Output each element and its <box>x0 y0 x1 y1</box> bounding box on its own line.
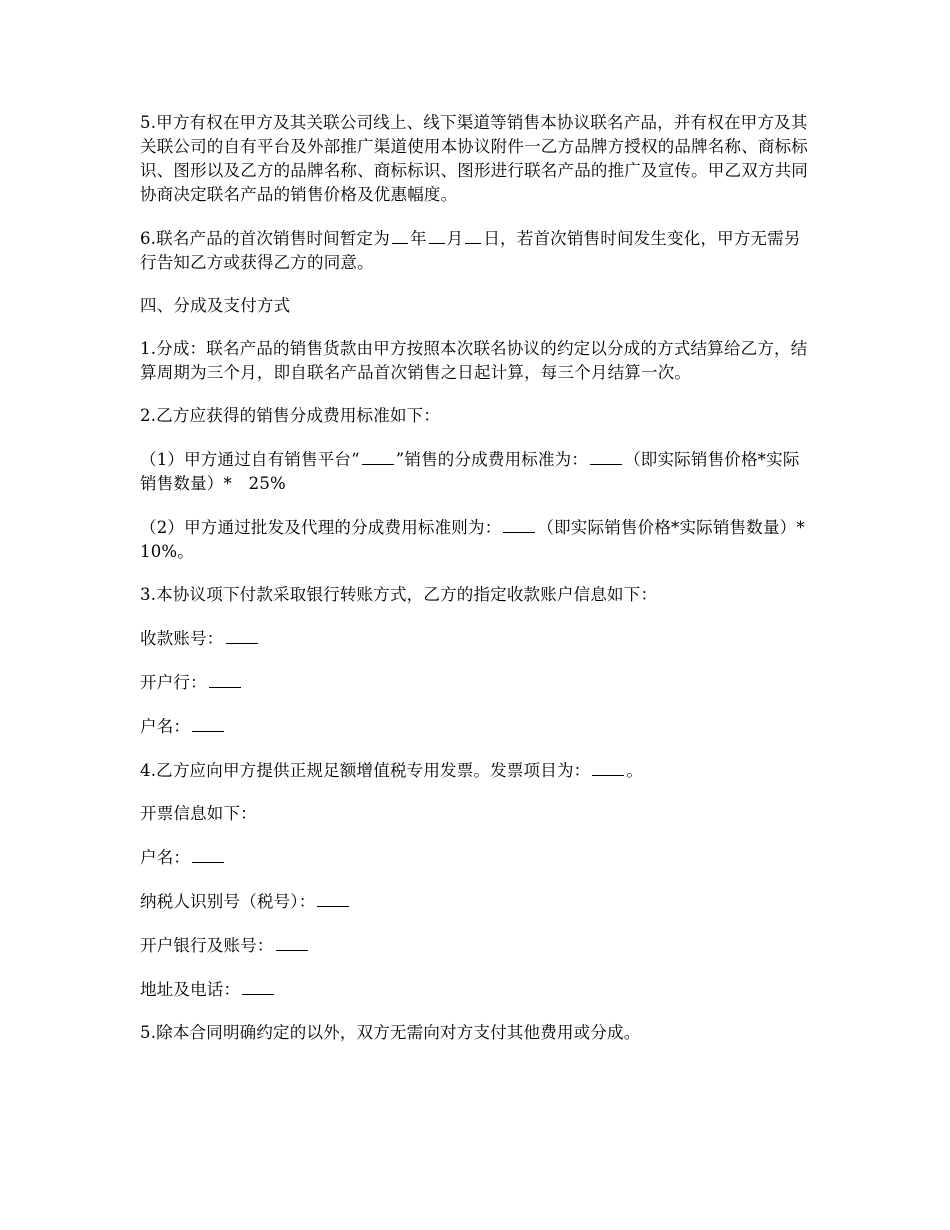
bank-label: 开户行： <box>140 673 207 692</box>
invoice-name-label: 户名： <box>140 848 191 867</box>
standard-1-text-c: （即实际销售价格*实际销售数量）* 25% <box>140 450 800 493</box>
account-name-line <box>140 714 812 739</box>
account-name-label: 户名： <box>140 717 191 736</box>
invoice-name-blank <box>192 845 224 863</box>
standard-1-text-b: ”销售的分成费用标准为： <box>395 450 589 469</box>
bank-blank <box>209 670 241 688</box>
tax-id-blank <box>317 889 349 907</box>
clause-6-text-c: 月 <box>446 229 464 248</box>
bank-account-blank <box>276 933 308 951</box>
bank-line <box>140 670 812 695</box>
tax-id-label: 纳税人识别号（税号）： <box>140 892 316 911</box>
clause-5-no-other-fees: 5.除本合同明确约定的以外，双方无需向对方支付其他费用或分成。 <box>140 1023 641 1042</box>
standard-2-fee-blank <box>503 515 535 533</box>
clause-6-first-sale-date <box>140 226 812 275</box>
receiving-account-line <box>140 626 812 651</box>
standard-1-own-platform <box>140 447 812 496</box>
clause-2-share-standards: 2.乙方应获得的销售分成费用标准如下： <box>140 406 441 425</box>
day-blank <box>465 226 481 244</box>
document-page <box>140 108 812 1045</box>
standard-1-fee-blank <box>590 447 622 465</box>
clause-3-payment-method: 3.本协议项下付款采取银行转账方式，乙方的指定收款账户信息如下： <box>140 585 658 604</box>
receiving-account-label: 收款账号： <box>140 629 224 648</box>
clause-5-promotion-rights: 5.甲方有权在甲方及其关联公司线上、线下渠道等销售本协议联名产品，并有权在甲方及其关联公司的自有平台及外部推广渠道使用本协议附件一乙方品牌方授权的品牌名称、商标标识、图形以及乙方的品牌名称、商标标识、图形进行联名产品的推广及宣传。甲乙双方共同协商决定联名产品的销售价格及优惠幅度。 <box>140 113 808 204</box>
address-phone-label: 地址及电话： <box>140 980 241 999</box>
clause-6-text-a: 6.联名产品的首次销售时间暂定为 <box>140 229 390 248</box>
receiving-account-blank <box>226 626 258 644</box>
invoice-item-blank <box>592 758 624 776</box>
standard-2-text-b: （即实际销售价格*实际销售数量）*10%。 <box>140 518 805 561</box>
clause-6-text-b: 年 <box>409 229 427 248</box>
standard-2-text-a: （2）甲方通过批发及代理的分成费用标准则为： <box>140 518 502 537</box>
clause-6-text-d: 日，若首次销售时间发生变化，甲方无需另行告知乙方或获得乙方的同意。 <box>140 229 801 272</box>
address-phone-line <box>140 977 812 1002</box>
clause-1-revenue-share: 1.分成：联名产品的销售货款由甲方按照本次联名协议的约定以分成的方式结算给乙方，结算周期为三个月，即自联名产品首次销售之日起计算，每三个月结算一次。 <box>140 339 808 382</box>
account-name-blank <box>192 714 224 732</box>
section-4-heading: 四、分成及支付方式 <box>140 296 291 315</box>
platform-name-blank <box>362 447 394 465</box>
clause-4-invoice <box>140 758 812 783</box>
tax-id-line <box>140 889 812 914</box>
invoice-name-line <box>140 845 812 870</box>
standard-2-wholesale <box>140 515 812 564</box>
bank-account-line <box>140 933 812 958</box>
year-blank <box>392 226 408 244</box>
standard-1-text-a: （1）甲方通过自有销售平台“ <box>140 450 360 469</box>
address-phone-blank <box>242 977 274 995</box>
clause-4-text-b: 。 <box>626 761 644 780</box>
month-blank <box>429 226 445 244</box>
bank-account-label: 开户银行及账号： <box>140 936 274 955</box>
invoice-info-heading: 开票信息如下： <box>140 804 257 823</box>
clause-4-text-a: 4.乙方应向甲方提供正规足额增值税专用发票。发票项目为： <box>140 761 591 780</box>
